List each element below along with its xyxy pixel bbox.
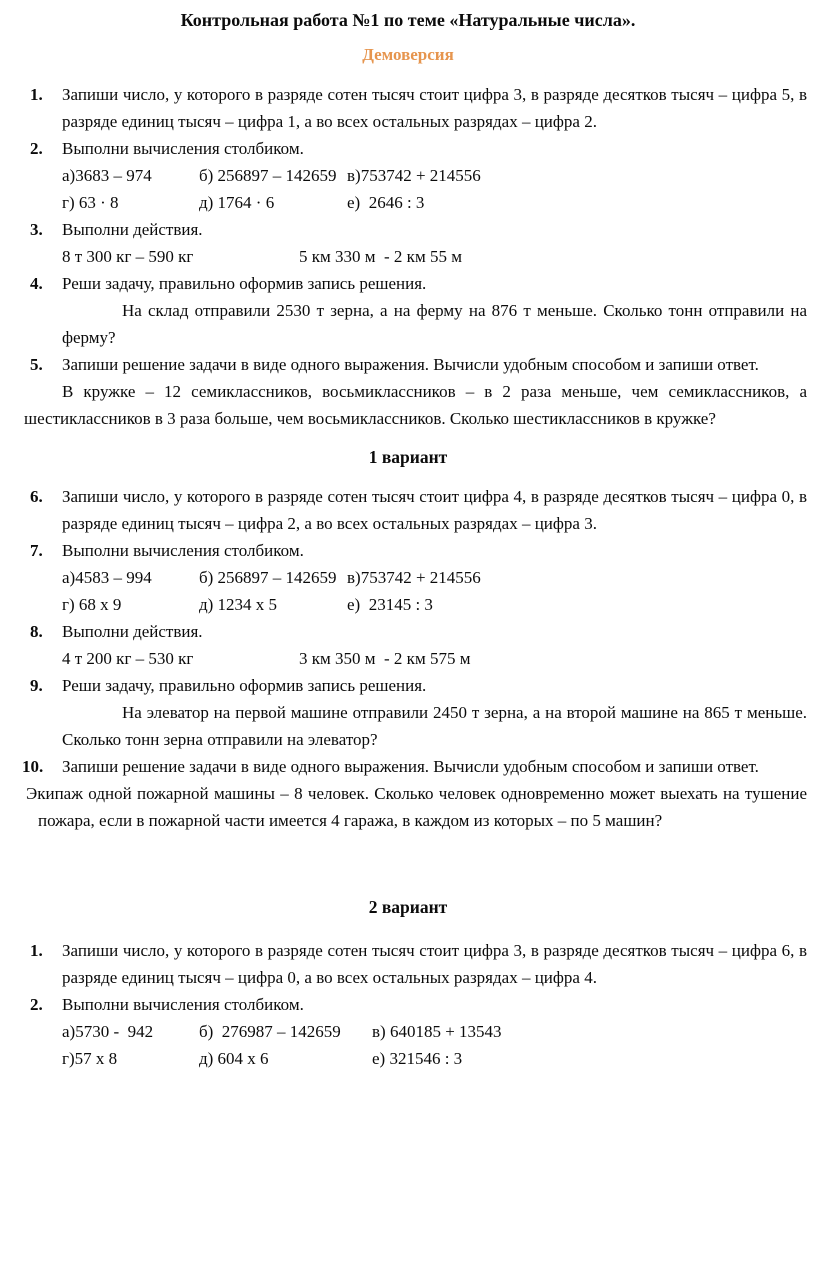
calc-cell: б) 256897 – 142659 (199, 166, 337, 185)
calc-cell: е) 321546 : 3 (372, 1049, 463, 1068)
variant-2-heading: 2 вариант (368, 897, 448, 917)
task-number: 6. (30, 487, 43, 506)
calc-cell: е) 2646 : 3 (347, 193, 425, 212)
task-problem-text: Экипаж одной пожарной машины – 8 человек. Сколько человек одновременно может выехать на тушение пожара, если в пожарной части имеется 4 гаража, в каждом из которых – по 5 машин? (26, 784, 807, 830)
calc-row (62, 591, 807, 618)
task-text: Выполни действия. (62, 622, 203, 641)
calc-row (62, 1045, 807, 1072)
task-number: 1. (30, 941, 43, 960)
units-row (62, 645, 807, 672)
task-text: Запиши решение задачи в виде одного выражения. Вычисли удобным способом и запиши ответ. (62, 757, 759, 776)
calc-cell: д) 604 х 6 (199, 1049, 269, 1068)
calc-row (62, 1018, 807, 1045)
task-number: 1. (30, 85, 43, 104)
task-item-1 (0, 81, 816, 135)
task-number: 4. (30, 274, 43, 293)
task-problem-text: На элеватор на первой машине отправили 2450 т зерна, а на второй машине на 865 т меньше. Сколько тонн зерна отправили на элеватор? (62, 703, 807, 749)
task-text: Запиши число, у которого в разряде сотен тысяч стоит цифра 3, в разряде десятков тысяч – цифра 6, в разряде единиц тысяч – цифра 0, а во всех остальных разрядах – цифра 4. (62, 941, 807, 987)
task-number: 2. (30, 139, 43, 158)
calc-cell: е) 23145 : 3 (347, 595, 433, 614)
calc-cell: г) 63 · 8 (62, 193, 119, 212)
calc-row (62, 162, 807, 189)
task-item-5 (0, 351, 816, 432)
task-item-3 (0, 216, 816, 270)
task-problem-text: В кружке – 12 семиклассников, восьмиклассников – в 2 раза меньше, чем семиклассников, а шестиклассников в 3 раза больше, чем восьмиклассников. Сколько шестиклассников в кружке? (24, 382, 807, 428)
task-text: Выполни вычисления столбиком. (62, 995, 304, 1014)
task-number: 7. (30, 541, 43, 560)
task-item-7 (0, 537, 816, 618)
calc-cell: б) 276987 – 142659 (199, 1022, 341, 1041)
units-cell: 3 км 350 м - 2 км 575 м (299, 649, 471, 668)
task-number: 3. (30, 220, 43, 239)
task-text: Запиши число, у которого в разряде сотен тысяч стоит цифра 3, в разряде десятков тысяч – цифра 5, в разряде единиц тысяч – цифра 1, а во всех остальных разрядах – цифра 2. (62, 85, 807, 131)
calc-cell: а)5730 - 942 (62, 1022, 154, 1041)
calc-cell: б) 256897 – 142659 (199, 568, 337, 587)
calc-cell: д) 1234 х 5 (199, 595, 278, 614)
task-text: Выполни вычисления столбиком. (62, 139, 304, 158)
units-cell: 8 т 300 кг – 590 кг (62, 247, 194, 266)
task-number: 9. (30, 676, 43, 695)
task-number: 10. (22, 757, 44, 776)
calc-cell: а)3683 – 974 (62, 166, 152, 185)
task-text: Выполни действия. (62, 220, 203, 239)
task-text: Запиши число, у которого в разряде сотен тысяч стоит цифра 4, в разряде десятков тысяч – цифра 0, в разряде единиц тысяч – цифра 2, а во всех остальных разрядах – цифра 3. (62, 487, 807, 533)
variant-1-section (0, 483, 816, 834)
variant-2-section (0, 937, 816, 1072)
task-number: 2. (30, 995, 43, 1014)
calc-row (62, 564, 807, 591)
task-item-9 (0, 672, 816, 753)
task-text: Реши задачу, правильно оформив запись решения. (62, 274, 427, 293)
variant-1-heading: 1 вариант (368, 447, 448, 467)
task-item-v2-2 (0, 991, 816, 1072)
task-item-8 (0, 618, 816, 672)
calc-cell: в) 640185 + 13543 (372, 1022, 502, 1041)
calc-cell: в)753742 + 214556 (347, 568, 481, 587)
calc-cell: г)57 х 8 (62, 1049, 118, 1068)
task-item-6 (0, 483, 816, 537)
task-text: Запиши решение задачи в виде одного выражения. Вычисли удобным способом и запиши ответ. (62, 355, 759, 374)
calc-cell: г) 68 х 9 (62, 595, 122, 614)
units-cell: 4 т 200 кг – 530 кг (62, 649, 194, 668)
task-text: Выполни вычисления столбиком. (62, 541, 304, 560)
task-problem-text: На склад отправили 2530 т зерна, а на ферму на 876 т меньше. Сколько тонн отправили на ферму? (62, 301, 807, 347)
task-item-10 (0, 753, 816, 834)
task-item-2 (0, 135, 816, 216)
demo-section (0, 81, 816, 432)
calc-row (62, 189, 807, 216)
task-text: Реши задачу, правильно оформив запись решения. (62, 676, 427, 695)
document-title: Контрольная работа №1 по теме «Натуральные числа». (180, 10, 636, 30)
calc-cell: в)753742 + 214556 (347, 166, 481, 185)
task-number: 8. (30, 622, 43, 641)
task-item-4 (0, 270, 816, 351)
calc-cell: д) 1764 · 6 (199, 193, 275, 212)
task-item-v2-1 (0, 937, 816, 991)
units-cell: 5 км 330 м - 2 км 55 м (299, 247, 462, 266)
calc-cell: а)4583 – 994 (62, 568, 152, 587)
task-number: 5. (30, 355, 43, 374)
units-row (62, 243, 807, 270)
demo-version-subtitle: Демоверсия (362, 45, 454, 64)
